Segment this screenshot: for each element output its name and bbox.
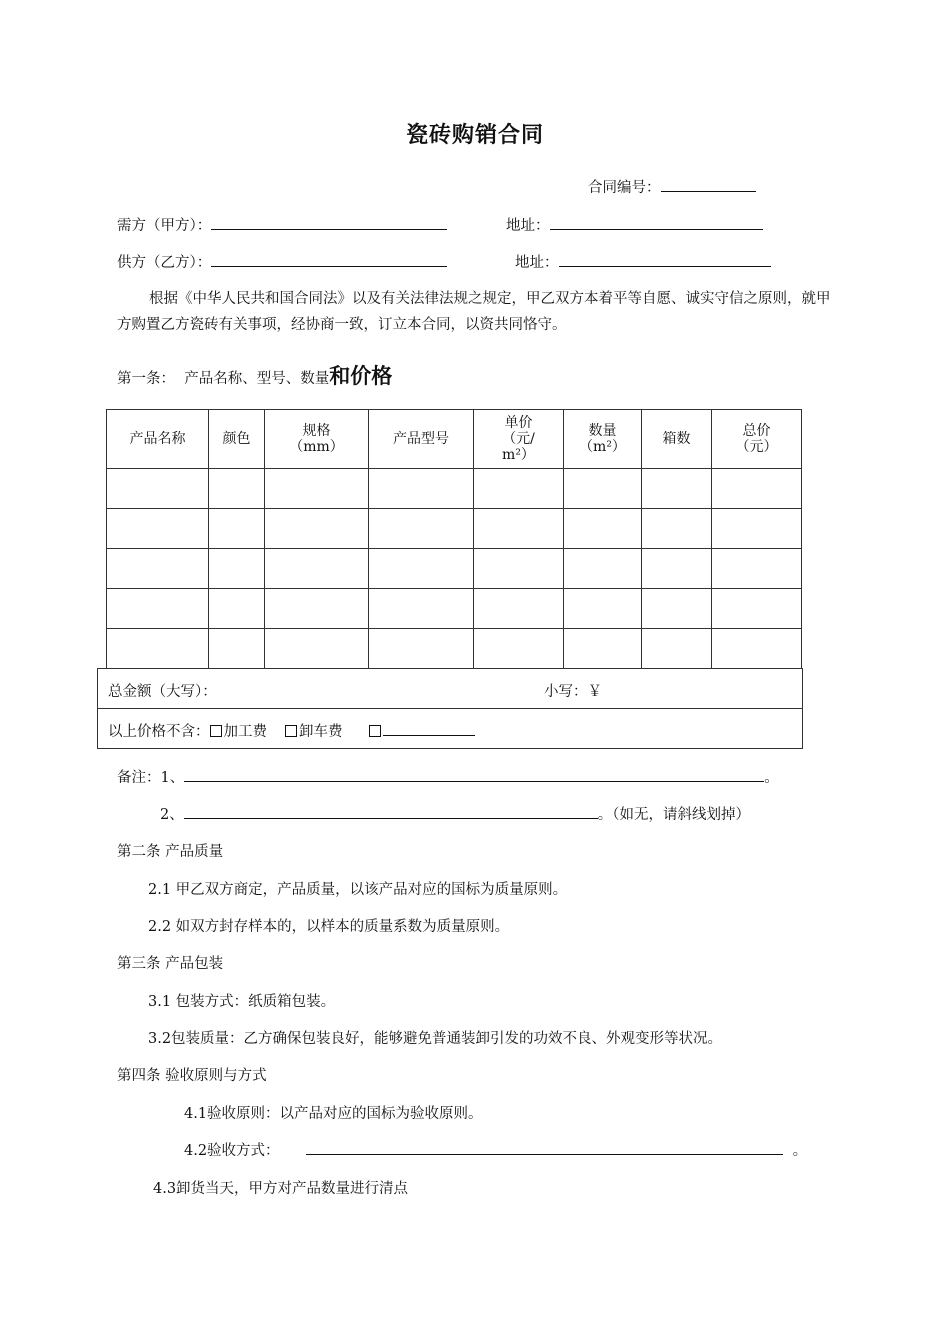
table-cell[interactable] — [642, 509, 712, 549]
article-2-item-1: 2.1 甲乙双方商定，产品质量，以该产品对应的国标为质量原则。 — [148, 882, 568, 898]
party-b-address — [515, 251, 771, 272]
table-cell[interactable] — [209, 589, 265, 629]
table-cell[interactable] — [209, 549, 265, 589]
party-a-address — [506, 214, 763, 235]
note-2-field[interactable] — [184, 804, 598, 819]
article-1-emphasis: 和价格 — [329, 364, 393, 388]
table-cell[interactable] — [369, 509, 474, 549]
party-a-row — [117, 214, 447, 235]
note-1-field[interactable] — [184, 767, 764, 782]
exclusions-label: 以上价格不含： — [108, 724, 210, 740]
table-cell[interactable] — [209, 629, 265, 669]
article-4-item-2 — [184, 1139, 807, 1160]
table-cell[interactable] — [209, 469, 265, 509]
party-a-name-field[interactable] — [211, 215, 447, 230]
header-quantity: 数量 （m²） — [564, 410, 642, 469]
acceptance-method-field[interactable] — [306, 1140, 783, 1155]
table-cell[interactable] — [564, 509, 642, 549]
table-cell[interactable] — [642, 629, 712, 669]
table-cell[interactable] — [369, 589, 474, 629]
table-cell[interactable] — [564, 589, 642, 629]
article-3-item-1: 3.1 包装方式：纸质箱包装。 — [148, 994, 336, 1010]
acceptance-method-label: 4.2验收方式： — [184, 1143, 280, 1159]
table-cell[interactable] — [265, 509, 369, 549]
article-4-item-3: 4.3卸货当天，甲方对产品数量进行清点 — [153, 1181, 409, 1197]
table-row — [107, 589, 802, 629]
table-cell[interactable] — [564, 629, 642, 669]
acceptance-method-end: 。 — [792, 1143, 808, 1159]
party-b-label: 供方（乙方）： — [117, 255, 212, 271]
party-b-name-field[interactable] — [211, 252, 447, 267]
table-cell[interactable] — [712, 589, 802, 629]
party-a-address-field[interactable] — [550, 215, 763, 230]
table-cell[interactable] — [107, 629, 209, 669]
note-2 — [160, 803, 750, 824]
note-1-end: 。 — [764, 770, 779, 786]
party-a-address-label: 地址： — [506, 218, 550, 234]
table-cell[interactable] — [474, 469, 564, 509]
note-2-number: 2、 — [160, 807, 184, 823]
party-b-row — [117, 251, 447, 272]
table-cell[interactable] — [209, 509, 265, 549]
article-2-heading: 第二条 产品质量 — [117, 844, 224, 860]
header-boxes: 箱数 — [642, 410, 712, 469]
table-cell[interactable] — [474, 549, 564, 589]
table-cell[interactable] — [564, 469, 642, 509]
table-cell[interactable] — [369, 469, 474, 509]
product-table — [106, 409, 802, 669]
table-row — [107, 469, 802, 509]
notes-label: 备注： — [117, 770, 161, 786]
header-product-name: 产品名称 — [107, 410, 209, 469]
party-a-label: 需方（甲方）： — [117, 218, 212, 234]
totals-box — [97, 668, 803, 749]
table-cell[interactable] — [712, 549, 802, 589]
table-cell[interactable] — [265, 549, 369, 589]
header-total: 总价 （元） — [712, 410, 802, 469]
header-spec: 规格 （mm） — [265, 410, 369, 469]
table-cell[interactable] — [107, 549, 209, 589]
table-cell[interactable] — [107, 509, 209, 549]
table-cell[interactable] — [369, 629, 474, 669]
table-cell[interactable] — [265, 469, 369, 509]
totals-divider — [98, 708, 802, 709]
note-2-end: 。（如无，请斜线划掉） — [597, 807, 750, 823]
article-3-heading: 第三条 产品包装 — [117, 956, 224, 972]
table-cell[interactable] — [474, 629, 564, 669]
table-cell[interactable] — [107, 589, 209, 629]
table-cell[interactable] — [712, 629, 802, 669]
table-cell[interactable] — [265, 589, 369, 629]
header-color: 颜色 — [209, 410, 265, 469]
contract-number-label: 合同编号： — [588, 180, 661, 196]
article-4-item-1: 4.1验收原则：以产品对应的国标为验收原则。 — [184, 1106, 483, 1122]
checkbox-processing[interactable] — [210, 725, 222, 737]
table-cell[interactable] — [107, 469, 209, 509]
table-cell[interactable] — [369, 549, 474, 589]
note-1-number: 1、 — [160, 770, 185, 786]
party-b-address-label: 地址： — [515, 255, 559, 271]
exclusions-row — [108, 720, 475, 741]
table-header-row — [107, 410, 802, 469]
table-row — [107, 629, 802, 669]
article-3-item-2: 3.2包装质量：乙方确保包装良好，能够避免普通装卸引发的功效不良、外观变形等状况。 — [148, 1031, 723, 1047]
note-1 — [117, 766, 779, 787]
exclusion-option-processing: 加工费 — [223, 724, 267, 740]
contract-number — [588, 176, 756, 197]
article-2-item-2: 2.2 如双方封存样本的，以样本的质量系数为质量原则。 — [148, 919, 510, 935]
checkbox-unloading[interactable] — [285, 725, 297, 737]
table-cell[interactable] — [474, 509, 564, 549]
table-cell[interactable] — [265, 629, 369, 669]
table-row — [107, 509, 802, 549]
table-cell[interactable] — [642, 589, 712, 629]
header-model: 产品型号 — [369, 410, 474, 469]
table-cell[interactable] — [564, 549, 642, 589]
article-1-prefix: 第一条： 产品名称、型号、数量 — [117, 371, 330, 387]
exclusion-option-unloading: 卸车费 — [299, 724, 343, 740]
table-cell[interactable] — [712, 469, 802, 509]
header-unit-price: 单价 （元/ m²） — [474, 410, 564, 469]
article-4-heading: 第四条 验收原则与方式 — [117, 1068, 267, 1084]
page-title: 瓷砖购销合同 — [405, 123, 544, 148]
checkbox-other[interactable] — [369, 725, 381, 737]
table-cell[interactable] — [474, 589, 564, 629]
table-row — [107, 549, 802, 589]
total-lower-label: 小写：￥ — [544, 684, 602, 700]
table-cell[interactable] — [642, 469, 712, 509]
party-b-address-field[interactable] — [559, 252, 771, 267]
table-cell[interactable] — [712, 509, 802, 549]
article-1-heading — [117, 360, 392, 390]
intro-paragraph: 根据《中华人民共和国合同法》以及有关法律法规之规定，甲乙双方本着平等自愿、诚实守信之原则，就甲方购置乙方瓷砖有关事项，经协商一致，订立本合同，以资共同恪守。 — [117, 291, 831, 333]
contract-number-field[interactable] — [661, 177, 756, 192]
exclusion-other-field[interactable] — [383, 721, 475, 736]
table-cell[interactable] — [642, 549, 712, 589]
total-upper-label: 总金额（大写）： — [108, 684, 217, 700]
